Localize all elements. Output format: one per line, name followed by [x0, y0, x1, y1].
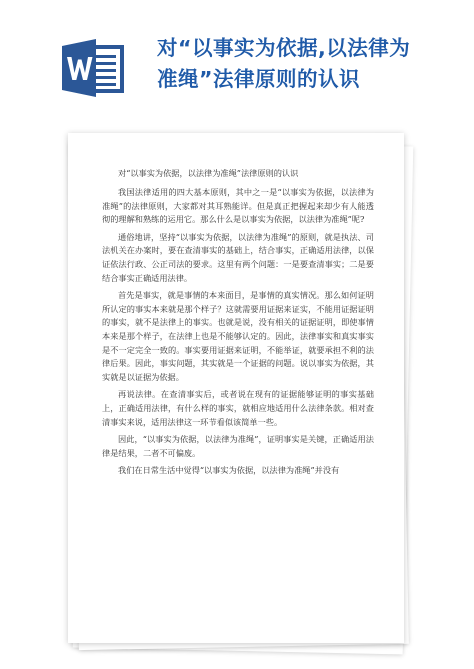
paragraph: 通俗地讲，坚持“以事实为依据，以法律为准绳”的原则，就是执法、司法机关在办案时，要在查清事实的基础上，结合事实，正确适用法律，以保证依法行政、公正司法的要求。这里有两个问题：一是要查清事实；二是要结合事实正确适用法律。: [102, 231, 374, 283]
document-title: 对“以事实为依据，以法律为准绳”法律原则的认识: [118, 168, 299, 178]
word-document-icon: [62, 39, 126, 97]
document-page: [68, 133, 404, 643]
paragraph: 我国法律适用的四大基本原则，其中之一是“以事实为依据，以法律为准绳”的法律原则，大家都对其耳熟能详。但是真正把握起来却少有人能透彻的理解和熟练的运用它。那么什么是以事实为依据，以法律为准绳”呢?: [102, 187, 374, 225]
page-title-line-1: 对“以事实为依据,以法律为: [157, 36, 411, 60]
paragraph: 首先是事实，就是事情的本来面目，是事情的真实情况。那么如何证明所认定的事实本来就是那个样子？这就需要用证据来证实，不能用证据证明的事实，就不是法律上的事实。也就是说，没有相关的证据证明，即使事情本来是那个样子，在法律上也是不能够认定的。因此，法律事实和真实事实是不一定完全一致的。事实要用证据来证明，不能举证，就要承担不利的法律后果。因此，事实问题，其实就是一个证据的问题。说以事实为依据，其实就是以证据为依据。: [102, 289, 374, 383]
paragraph: 因此，“以事实为依据，以法律为准绳”，证明事实是关键，正确适用法律是结果，二者不可偏废。: [102, 433, 374, 458]
document-preview: [68, 133, 408, 653]
paragraph: 我们在日常生活中觉得“以事实为依据，以法律为准绳”并没有: [118, 464, 340, 475]
document-body: [102, 166, 374, 481]
paragraph: 再说法律。在查清事实后，或者说在现有的证据能够证明的事实基础上，正确适用法律，有什么样的事实，就相应地适用什么法律条款。相对查清事实来说，适用法律这一环节看似该简单一些。: [102, 389, 374, 427]
page-title: [157, 33, 467, 95]
header: [0, 0, 474, 120]
page-title-line-2: 准绳”法律原则的认识: [157, 67, 360, 91]
